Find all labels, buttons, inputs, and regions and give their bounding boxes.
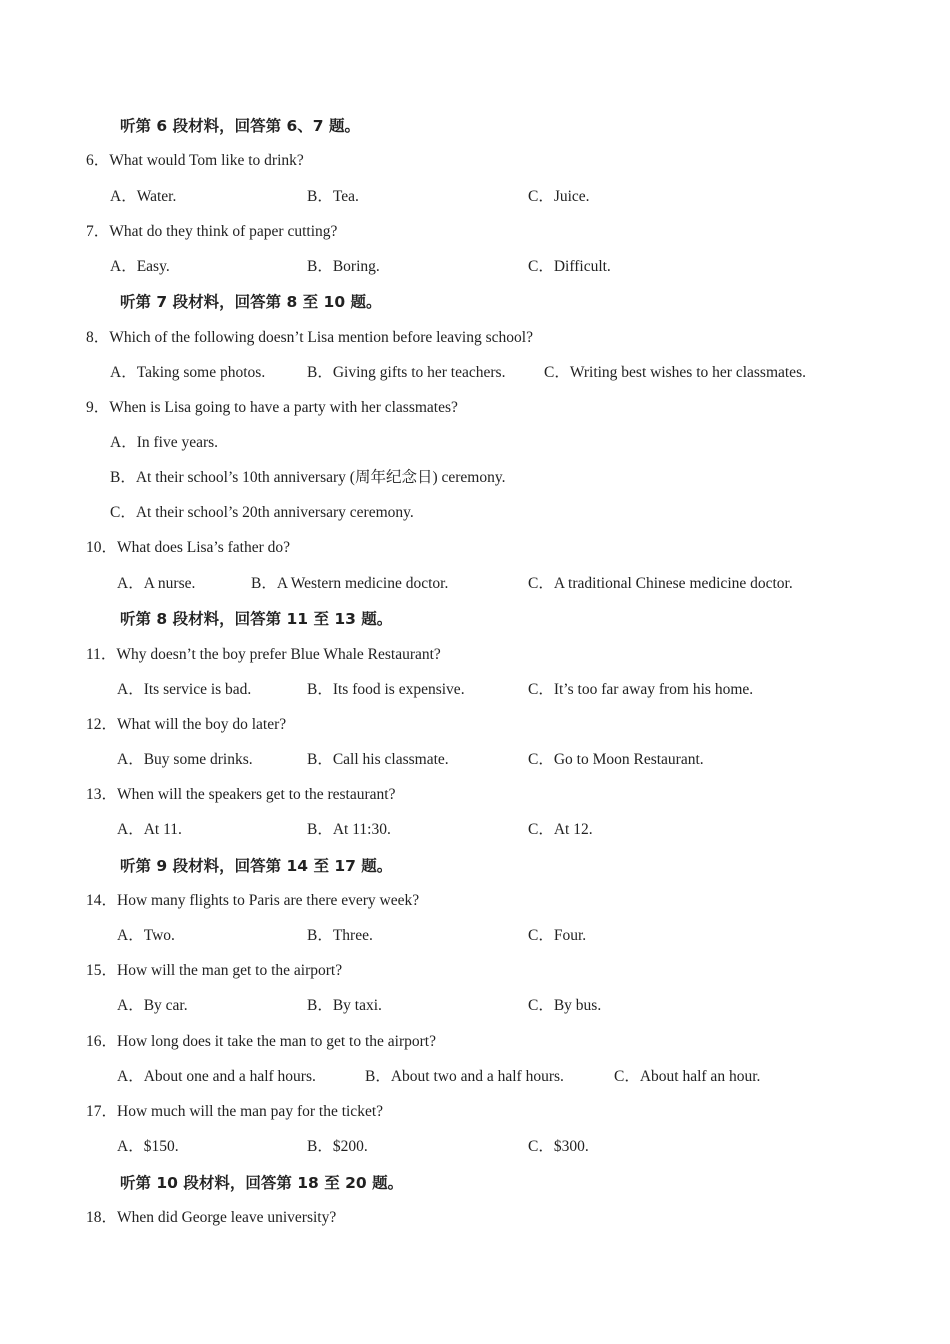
option-b: B．Giving gifts to her teachers. — [307, 364, 506, 381]
option-b: B．Boring. — [307, 258, 380, 275]
option-b: B．Its food is expensive. — [307, 681, 465, 698]
option-c: C．$300. — [528, 1138, 589, 1155]
section-heading: 听第 7 段材料，回答第 8 至 10 题。 — [120, 293, 382, 311]
option-b: B．Three. — [307, 927, 373, 944]
question-text: 13．When will the speakers get to the restaurant? — [86, 786, 396, 803]
question-text: 17．How much will the man pay for the ticket? — [86, 1103, 384, 1120]
question-text: 9．When is Lisa going to have a party with her classmates? — [86, 399, 458, 416]
option-c: C．It’s too far away from his home. — [528, 681, 754, 698]
option-c: C．About half an hour. — [614, 1068, 761, 1085]
option-c: C．By bus. — [528, 997, 602, 1014]
option-a: A．Easy. — [110, 258, 170, 275]
option-a: A．A nurse. — [117, 575, 196, 592]
option-a: A．Two. — [117, 927, 175, 944]
option-c: C．At 12. — [528, 821, 593, 838]
option-c: C．Juice. — [528, 188, 590, 205]
option-a: A．About one and a half hours. — [117, 1068, 316, 1085]
option-a: A．In five years. — [110, 434, 219, 451]
option-b: B．A Western medicine doctor. — [251, 575, 449, 592]
question-text: 8．Which of the following doesn’t Lisa mention before leaving school? — [86, 329, 533, 346]
option-a: A．Taking some photos. — [110, 364, 266, 381]
option-a: A．$150. — [117, 1138, 179, 1155]
option-c: C．A traditional Chinese medicine doctor. — [528, 575, 793, 592]
question-text: 16．How long does it take the man to get to the airport? — [86, 1033, 436, 1050]
option-c: C．Four. — [528, 927, 587, 944]
option-b: B．Tea. — [307, 188, 359, 205]
question-text: 10．What does Lisa’s father do? — [86, 539, 291, 556]
option-c: C．Go to Moon Restaurant. — [528, 751, 704, 768]
option-a: A．Water. — [110, 188, 177, 205]
question-text: 15．How will the man get to the airport? — [86, 962, 343, 979]
question-text: 11．Why doesn’t the boy prefer Blue Whale Restaurant? — [86, 646, 441, 663]
option-c: C．At their school’s 20th anniversary ceremony. — [110, 504, 414, 521]
section-heading: 听第 9 段材料，回答第 14 至 17 题。 — [120, 857, 393, 875]
section-heading: 听第 10 段材料，回答第 18 至 20 题。 — [120, 1174, 404, 1192]
question-text: 7．What do they think of paper cutting? — [86, 223, 338, 240]
option-b: B．At their school’s 10th anniversary (周年纪念日) ceremony. — [110, 469, 506, 486]
option-c: C．Writing best wishes to her classmates. — [544, 364, 806, 381]
option-a: A．Buy some drinks. — [117, 751, 253, 768]
section-heading: 听第 6 段材料，回答第 6、7 题。 — [120, 117, 360, 135]
option-b: B．$200. — [307, 1138, 368, 1155]
question-text: 6．What would Tom like to drink? — [86, 152, 304, 169]
option-b: B．About two and a half hours. — [365, 1068, 564, 1085]
option-b: B．At 11:30. — [307, 821, 391, 838]
option-b: B．Call his classmate. — [307, 751, 449, 768]
section-heading: 听第 8 段材料，回答第 11 至 13 题。 — [120, 610, 393, 628]
option-a: A．At 11. — [117, 821, 182, 838]
question-text: 18．When did George leave university? — [86, 1209, 337, 1226]
option-c: C．Difficult. — [528, 258, 611, 275]
option-b: B．By taxi. — [307, 997, 382, 1014]
question-text: 12．What will the boy do later? — [86, 716, 287, 733]
question-text: 14．How many flights to Paris are there every week? — [86, 892, 420, 909]
option-a: A．Its service is bad. — [117, 681, 252, 698]
option-a: A．By car. — [117, 997, 188, 1014]
